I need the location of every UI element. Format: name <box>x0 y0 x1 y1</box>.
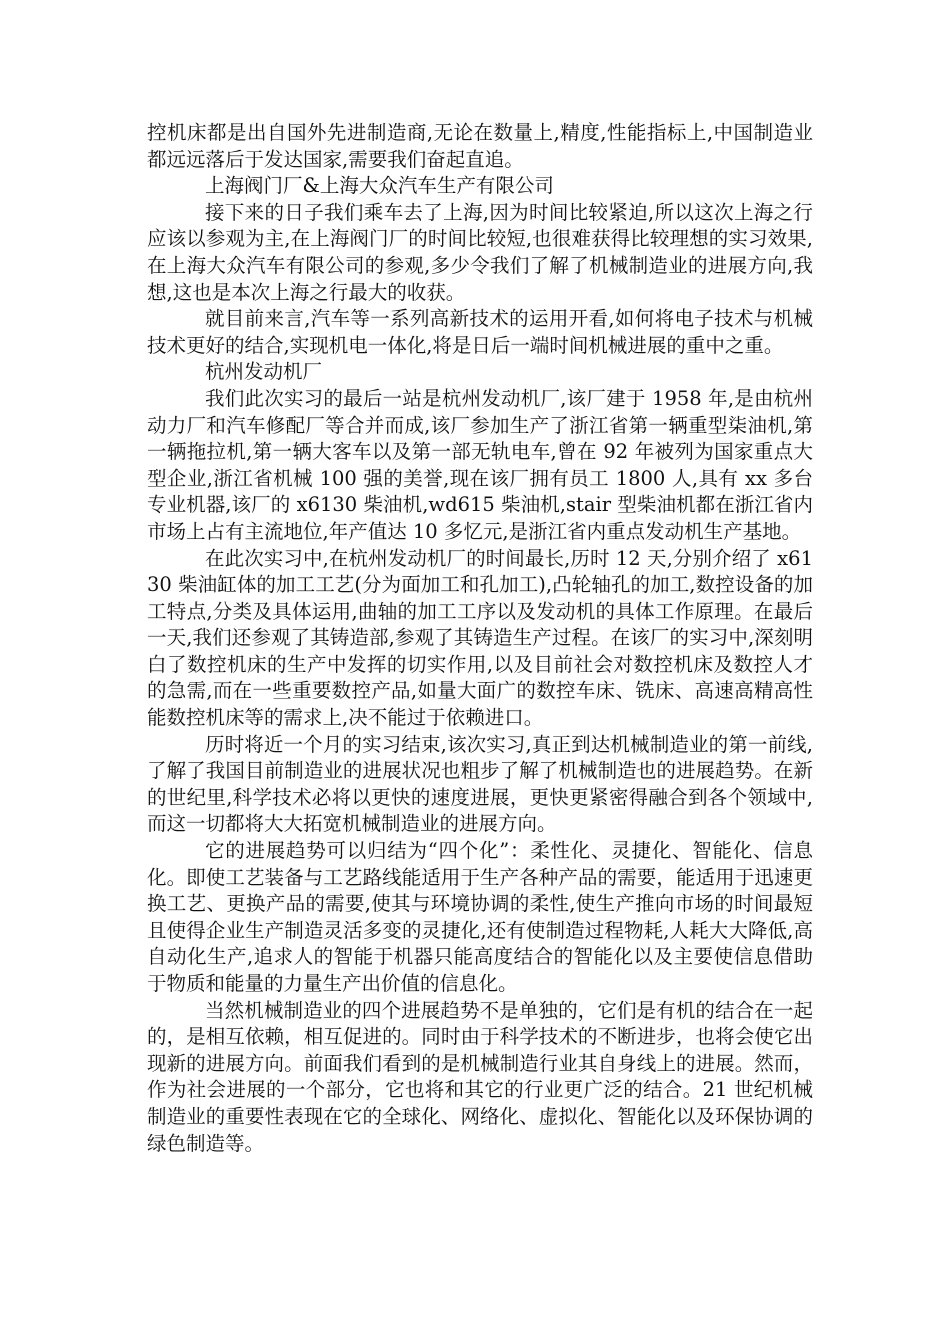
section-heading-shanghai: 上海阀门厂&上海大众汽车生产有限公司 <box>205 174 554 198</box>
paragraph-hangzhou-internship: 在此次实习中,在杭州发动机厂的时间最长,历时 12 天,分别介绍了 x6130 柴油缸体的加工工艺(分为面加工和孔加工),凸轮轴孔的加工,数控设备的加工特点,分类及具体运用,曲轴的加工工序以及发动机的具体工作原理。在最后一天,我们还参观了其铸造部,参观了其铸造生产过程。在该厂的实习中,深刻明白了数控机床的生产中发挥的切实作用,以及目前社会对数控机床及数控人才的急需,而在一些重要数控产品,如量大面广的数控车床、铣床、高速高精高性能数控机床等的需求上,决不能过于依赖进口。 <box>147 546 813 730</box>
paragraph-shanghai-visit: 接下来的日子我们乘车去了上海,因为时间比较紧迫,所以这次上海之行应该以参观为主,在上海阀门厂的时间比较短,也很难获得比较理想的实习效果,在上海大众汽车有限公司的参观,多少令我们了解了机械制造业的进展方向,我想,这也是本次上海之行最大的收获。 <box>147 200 813 304</box>
paragraph-hangzhou-factory: 我们此次实习的最后一站是杭州发动机厂,该厂建于 1958 年,是由杭州动力厂和汽车修配厂等合并而成,该厂参加生产了浙江省第一辆重型柒油机,第一辆拖拉机,第一辆大客车以及第一部无轨电车,曾在 92 年被列为国家重点大型企业,浙江省机械 100 强的美誉,现在该厂拥有员工 1800 人,具有 xx 多台专业机器,该厂的 x6130 柴油机,wd615 柴油机,stair 型柴油机都在浙江省内市场上占有主流地位,年产值达 10 多忆元,是浙江省内重点发动机生产基地。 <box>147 386 813 543</box>
section-heading-hangzhou: 杭州发动机厂 <box>205 360 323 384</box>
paragraph-continued: 控机床都是出自国外先进制造商,无论在数量上,精度,性能指标上,中国制造业都远远落后于发达国家,需要我们奋起直追。 <box>147 121 813 171</box>
paragraph-trends-conclusion: 当然机械制造业的四个进展趋势不是单独的，它们是有机的结合在一起的，是相互依赖，相互促进的。同时由于科学技术的不断进步，也将会使它出现新的进展方向。前面我们看到的是机械制造行业其自身线上的进展。然而，作为社会进展的一个部分，它也将和其它的行业更广泛的结合。21 世纪机械制造业的重要性表现在它的全球化、网络化、虚拟化、智能化以及环保协调的绿色制造等。 <box>147 998 813 1155</box>
paragraph-mechatronics: 就目前来言,汽车等一系列高新技术的运用开看,如何将电子技术与机械技术更好的结合,实现机电一体化,将是日后一端时间机械进展的重中之重。 <box>147 307 813 357</box>
paragraph-four-trends: 它的进展趋势可以归结为“四个化”：柔性化、灵捷化、智能化、信息化。即使工艺装备与工艺路线能适用于生产各种产品的需要，能适用于迅速更换工艺、更换产品的需要,使其与环境协调的柔性,使生产推向市场的时间最短且使得企业生产制造灵活多变的灵捷化,还有使制造过程物耗,人耗大大降低,高自动化生产,追求人的智能于机器只能高度结合的智能化以及主要使信息借助于物质和能量的力量生产出价值的信息化。 <box>147 839 813 995</box>
paragraph-internship-summary: 历时将近一个月的实习结束,该次实习,真正到达机械制造业的第一前线,了解了我国目前制造业的进展状况也粗步了解了机械制造也的进展趋势。在新的世纪里,科学技术必将以更快的速度进展，更快更紧密得融合到各个领域中,而这一切都将大大拓宽机械制造业的进展方向。 <box>147 732 813 836</box>
document-page <box>147 120 813 1157</box>
